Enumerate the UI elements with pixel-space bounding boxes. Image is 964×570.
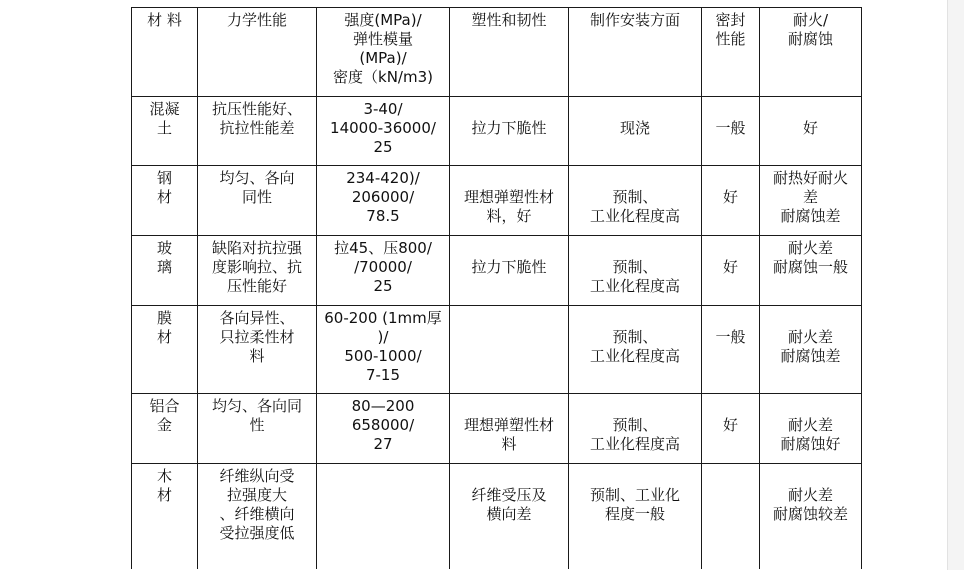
row-fire-corrosion: 耐火差 耐腐蚀好	[760, 394, 862, 464]
row-strength	[317, 464, 450, 569]
row-plasticity: 纤维受压及 横向差	[450, 464, 569, 569]
row-mechanical: 缺陷对抗拉强 度影响拉、抗 压性能好	[198, 236, 317, 306]
table-row	[132, 394, 862, 464]
row-sealing: 一般	[702, 97, 760, 166]
row-sealing: 好	[702, 236, 760, 306]
row-installation: 现浇	[569, 97, 702, 166]
row-material-name: 钢 材	[132, 166, 198, 236]
row-plasticity: 理想弹塑性材 料	[450, 394, 569, 464]
row-fire-corrosion: 耐热好耐火 差 耐腐蚀差	[760, 166, 862, 236]
row-mechanical: 抗压性能好、 抗拉性能差	[198, 97, 317, 166]
row-strength: 234-420)/ 206000/ 78.5	[317, 166, 450, 236]
row-fire-corrosion: 耐火差 耐腐蚀一般	[760, 236, 862, 306]
row-material-name: 木 材	[132, 464, 198, 569]
row-installation: 预制、 工业化程度高	[569, 166, 702, 236]
row-material-name: 混凝 土	[132, 97, 198, 166]
table-row	[132, 464, 862, 569]
row-plasticity	[450, 306, 569, 394]
row-material-name: 玻 璃	[132, 236, 198, 306]
materials-comparison-table	[131, 7, 862, 569]
row-fire-corrosion: 耐火差 耐腐蚀较差	[760, 464, 862, 569]
table-row	[132, 236, 862, 306]
row-sealing: 一般	[702, 306, 760, 394]
row-material-name: 铝合 金	[132, 394, 198, 464]
header-cell-material: 材 料	[132, 8, 198, 97]
row-plasticity: 拉力下脆性	[450, 97, 569, 166]
row-strength: 80—200 658000/ 27	[317, 394, 450, 464]
row-mechanical: 均匀、各向同 性	[198, 394, 317, 464]
row-installation: 预制、 工业化程度高	[569, 236, 702, 306]
header-cell-sealing: 密封 性能	[702, 8, 760, 97]
row-mechanical: 各向异性、 只拉柔性材 料	[198, 306, 317, 394]
row-installation: 预制、 工业化程度高	[569, 306, 702, 394]
row-mechanical: 纤维纵向受 拉强度大 、纤维横向 受拉强度低	[198, 464, 317, 569]
row-sealing: 好	[702, 394, 760, 464]
header-cell-plasticity: 塑性和韧性	[450, 8, 569, 97]
row-sealing	[702, 464, 760, 569]
table-header-row	[132, 8, 862, 97]
row-strength: 3-40/ 14000-36000/ 25	[317, 97, 450, 166]
row-plasticity: 拉力下脆性	[450, 236, 569, 306]
row-installation: 预制、工业化 程度一般	[569, 464, 702, 569]
table-row	[132, 166, 862, 236]
table-row	[132, 306, 862, 394]
table-row	[132, 97, 862, 166]
header-cell-mechanical: 力学性能	[198, 8, 317, 97]
header-cell-fire-corrosion: 耐火/ 耐腐蚀	[760, 8, 862, 97]
scrollbar-track[interactable]	[947, 0, 964, 570]
row-installation: 预制、 工业化程度高	[569, 394, 702, 464]
row-strength: 拉45、压800/ /70000/ 25	[317, 236, 450, 306]
row-plasticity: 理想弹塑性材 料，好	[450, 166, 569, 236]
row-mechanical: 均匀、各向 同性	[198, 166, 317, 236]
row-material-name: 膜 材	[132, 306, 198, 394]
row-sealing: 好	[702, 166, 760, 236]
header-cell-installation: 制作安装方面	[569, 8, 702, 97]
row-fire-corrosion: 耐火差 耐腐蚀差	[760, 306, 862, 394]
header-cell-strength: 强度(MPa)/ 弹性模量 (MPa)/ 密度（kN/m3)	[317, 8, 450, 97]
row-strength: 60-200 (1mm厚 )/ 500-1000/ 7-15	[317, 306, 450, 394]
row-fire-corrosion: 好	[760, 97, 862, 166]
